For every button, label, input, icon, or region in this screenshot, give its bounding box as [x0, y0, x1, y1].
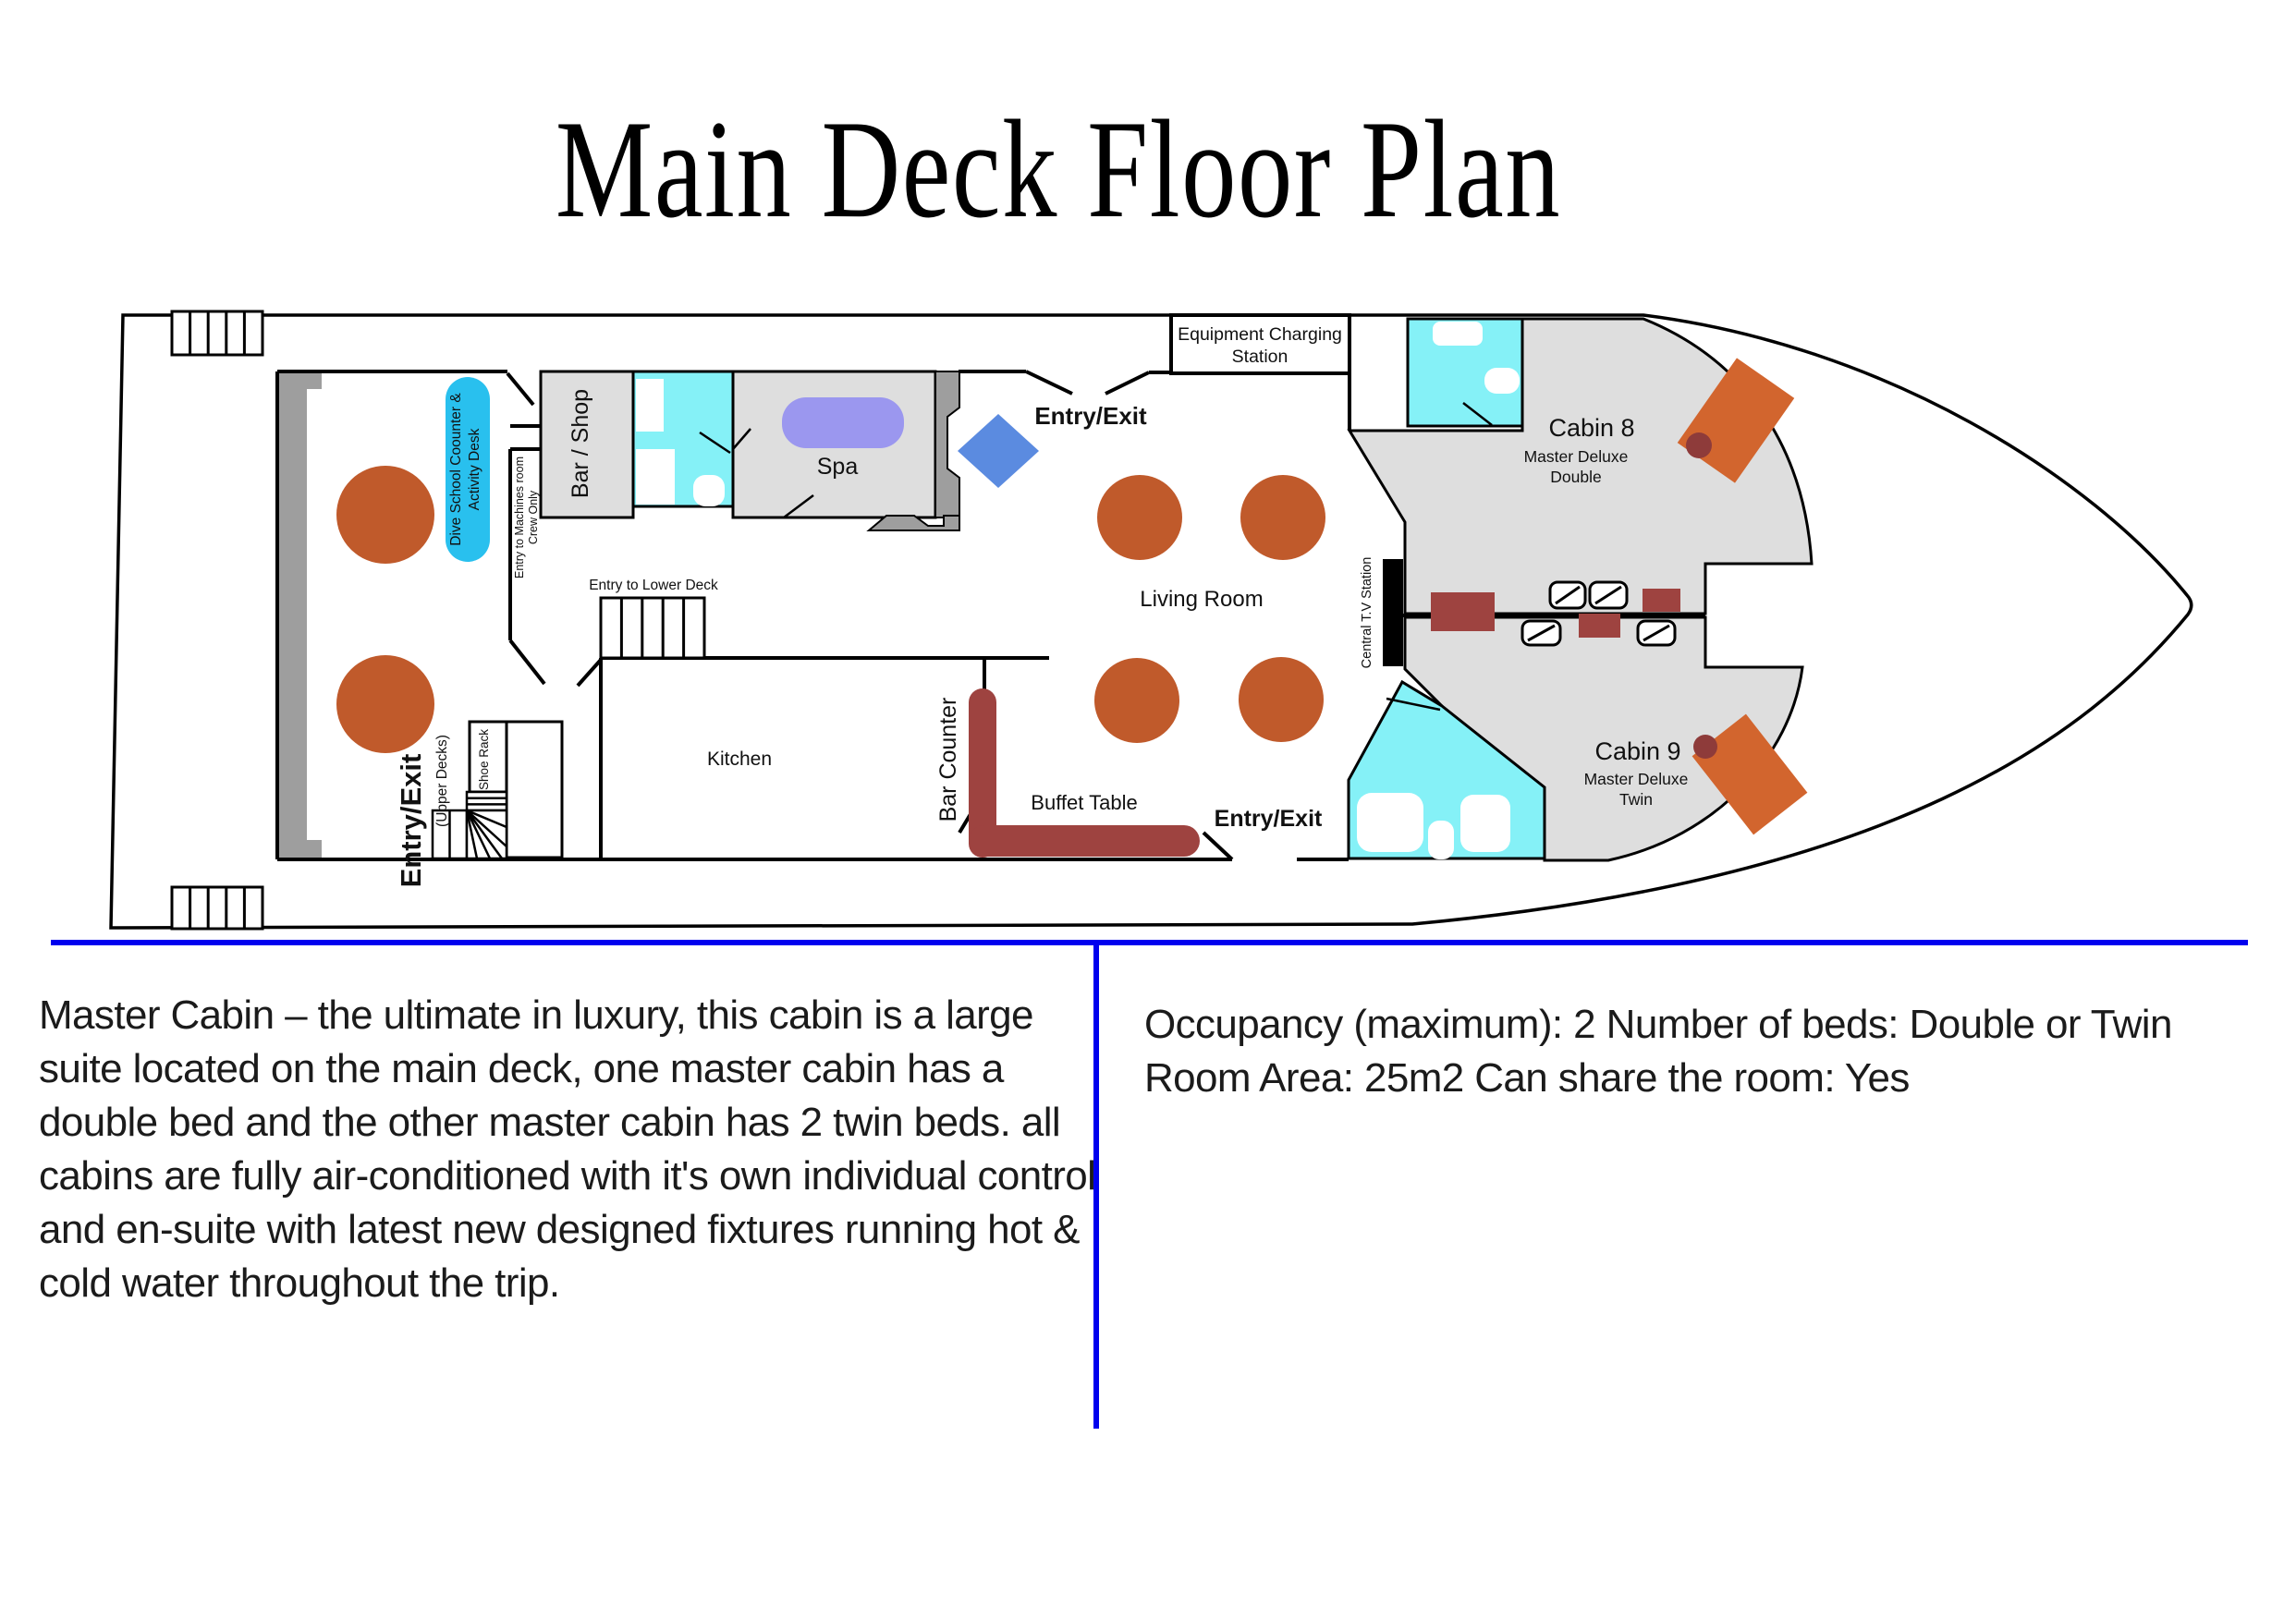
spa-tub — [782, 397, 904, 448]
spa-step-bracket — [869, 516, 959, 530]
stern-stairs-top — [172, 311, 263, 355]
equipment-charging-label-line2: Station — [1231, 347, 1288, 367]
tv-station-block — [1383, 559, 1403, 666]
living-table — [1094, 658, 1179, 743]
cabin9-name-label: Cabin 9 — [1594, 737, 1681, 765]
machines-entry-label-line1: Entry to Machines room — [513, 456, 526, 578]
cabin9-stool — [1693, 735, 1717, 759]
entry-exit-top-label: Entry/Exit — [1034, 402, 1147, 430]
occupancy-details: Occupancy (maximum): 2 Number of beds: Double or Twin Room Area: 25m2 Can share the room: Yes — [1144, 1002, 2172, 1101]
living-table — [1239, 657, 1324, 742]
living-table — [1097, 475, 1182, 560]
entry-exit-bottom-label: Entry/Exit — [1214, 806, 1323, 832]
master-cabin-description: Master Cabin – the ultimate in luxury, this cabin is a large suite located on the main deck, one master cabin has a double bed and the other master cabin has 2 twin beds. all cabins are fully air-conditioned with it's own individual control and en-suite with latest new designed fixtures running hot & cold water throughout the trip. — [39, 992, 1096, 1306]
upper-decks-label: (Upper Decks) — [434, 735, 450, 827]
cabin8-stool — [1686, 432, 1712, 458]
cabin8-type-line2: Double — [1550, 468, 1602, 486]
cabin8-name-label: Cabin 8 — [1548, 414, 1635, 442]
lower-deck-label: Entry to Lower Deck — [589, 578, 718, 593]
entry-exit-stern-label: Entry/Exit — [395, 753, 427, 888]
buffet-table-label: Buffet Table — [1031, 791, 1138, 814]
dresser — [1579, 614, 1620, 638]
bar-shop-label: Bar / Shop — [568, 388, 593, 499]
machines-entry-label-line2: Crew Only — [527, 490, 540, 545]
toilet-icon — [693, 475, 725, 506]
bathroom-fixture — [1460, 795, 1510, 852]
cabin8-type-line1: Master Deluxe — [1523, 447, 1629, 466]
dresser — [1643, 589, 1680, 612]
dining-table — [336, 655, 434, 753]
living-room-label: Living Room — [1140, 587, 1264, 612]
cabin9-type-line2: Twin — [1619, 790, 1653, 809]
kitchen-label: Kitchen — [706, 749, 773, 770]
dive-desk-label-line1: Dive School Coounter & — [448, 393, 464, 546]
bathroom-fixture — [636, 449, 675, 505]
spa-label: Spa — [816, 454, 859, 480]
lower-deck-stairs — [601, 598, 704, 658]
bathroom-fixture — [636, 379, 664, 432]
stern-stairs-bottom — [172, 887, 263, 929]
bar-counter-label: Bar Counter — [935, 697, 961, 822]
spa-room — [733, 371, 935, 517]
toilet-icon — [1428, 821, 1454, 859]
tv-station-label: Central T.V Station — [1360, 556, 1374, 669]
cabin8-bathroom — [1408, 319, 1522, 426]
bathroom-fixture — [1357, 793, 1423, 852]
sink-icon — [1484, 368, 1520, 394]
closet-box — [507, 722, 562, 858]
dive-desk-label-line2: Activity Desk — [467, 428, 482, 511]
dining-table — [336, 466, 434, 564]
crew-bathroom — [633, 371, 733, 506]
living-table — [1240, 475, 1325, 560]
dresser — [1431, 592, 1495, 631]
shoe-rack-label: Shoe Rack — [477, 728, 491, 791]
page-title: Main Deck Floor Plan — [555, 91, 1562, 247]
cabin9-type-line1: Master Deluxe — [1583, 770, 1689, 788]
equipment-charging-label-line1: Equipment Charging — [1178, 324, 1342, 345]
bathroom-fixture — [1433, 322, 1483, 346]
